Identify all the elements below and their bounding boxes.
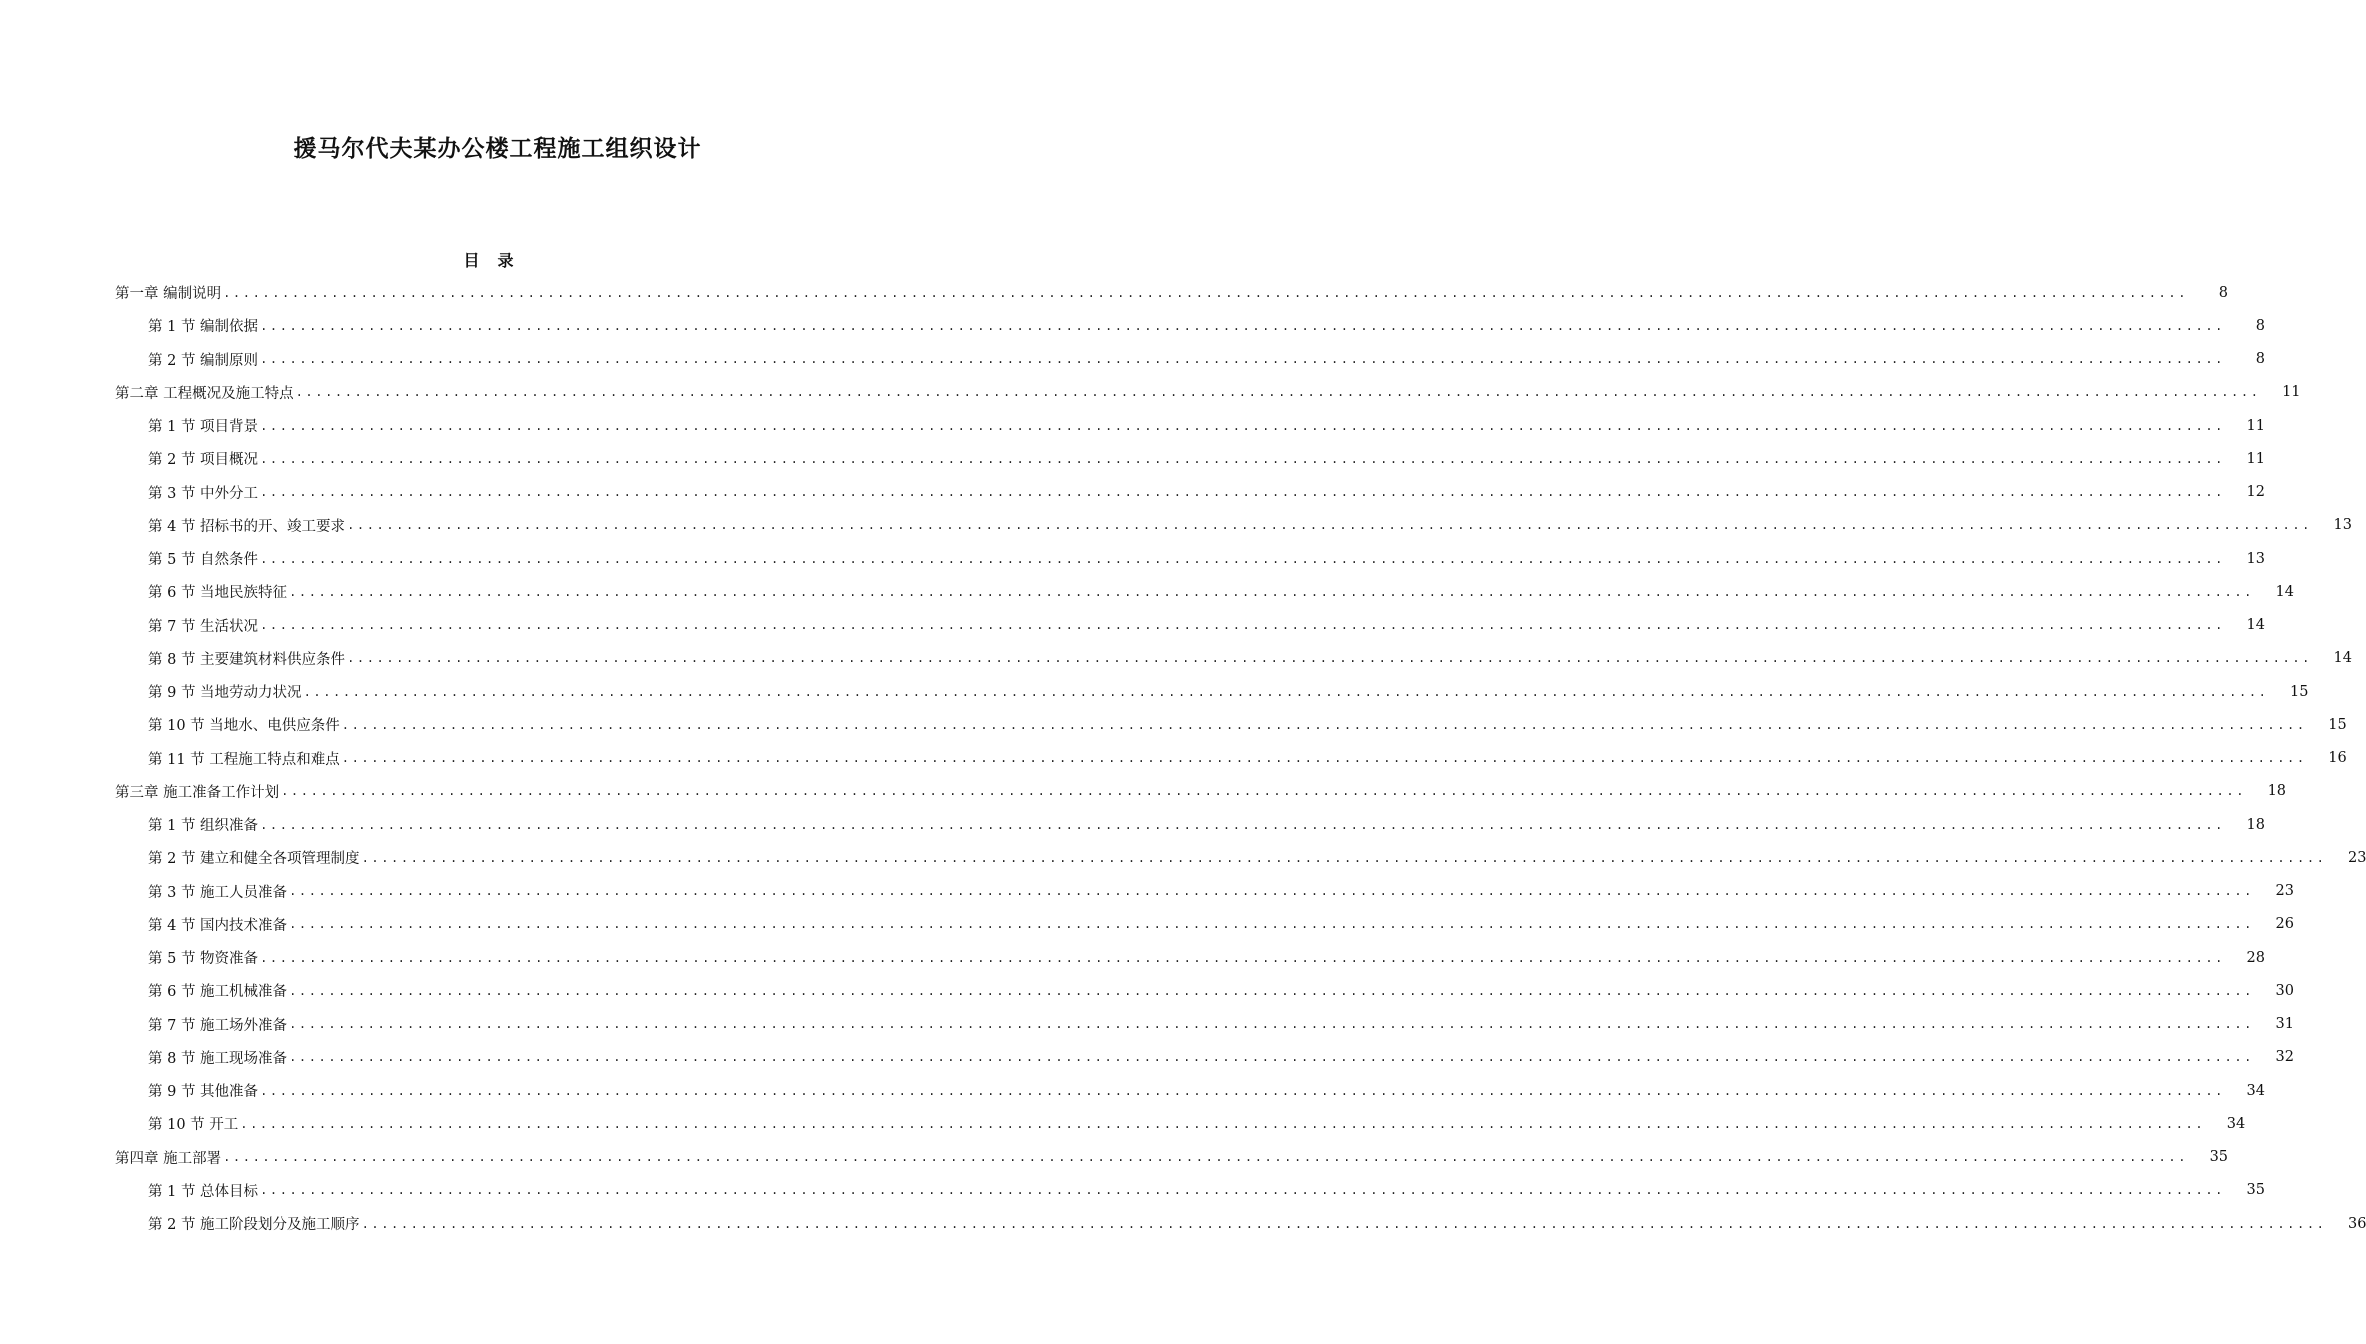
toc-page-number: 13 — [2333, 517, 2352, 534]
toc-entry-label: 第 6 节 施工机械准备 — [148, 984, 288, 1001]
toc-section-entry[interactable] — [0, 675, 2309, 708]
toc-page-number: 13 — [2246, 550, 2265, 567]
toc-entry-label: 第 4 节 国内技术准备 — [148, 917, 288, 934]
toc-entry-label: 第 1 节 项目背景 — [148, 419, 259, 436]
toc-section-entry[interactable] — [0, 1041, 2294, 1074]
toc-page-number: 18 — [2246, 816, 2265, 833]
toc-dot-leader: ........................................................................................................................................................................................................ — [260, 618, 2225, 633]
document-title: 援马尔代夫某办公楼工程施工组织设计 — [293, 136, 702, 162]
toc-dot-leader: ........................................................................................................................................................................................................ — [303, 684, 2269, 699]
toc-entry-label: 第 5 节 自然条件 — [148, 552, 259, 569]
toc-page-number: 28 — [2246, 949, 2265, 966]
toc-entry-label: 第 9 节 当地劳动力状况 — [148, 685, 302, 702]
toc-section-entry[interactable] — [0, 908, 2294, 941]
toc-dot-leader: ........................................................................................................................................................................................................ — [361, 1216, 2327, 1231]
toc-section-entry[interactable] — [0, 476, 2265, 509]
toc-dot-leader: ........................................................................................................................................................................................................ — [347, 651, 2312, 666]
toc-dot-leader: ........................................................................................................................................................................................................ — [260, 817, 2225, 832]
toc-page-number: 30 — [2275, 982, 2294, 999]
toc-entry-label: 第 4 节 招标书的开、竣工要求 — [148, 518, 346, 535]
toc-section-entry[interactable] — [0, 974, 2294, 1007]
toc-section-entry[interactable] — [0, 841, 2366, 874]
toc-entry-label: 第二章 工程概况及施工特点 — [115, 385, 294, 402]
toc-chapter-entry[interactable] — [0, 1141, 2229, 1174]
toc-dot-leader: ........................................................................................................................................................................................................ — [260, 1183, 2225, 1198]
toc-entry-label: 第 7 节 施工场外准备 — [148, 1017, 288, 1034]
toc-entry-label: 第 1 节 总体目标 — [148, 1183, 259, 1200]
toc-section-entry[interactable] — [0, 875, 2294, 908]
toc-page-number: 8 — [2255, 317, 2265, 334]
toc-page-number: 34 — [2246, 1082, 2265, 1099]
toc-section-entry[interactable] — [0, 575, 2294, 608]
toc-dot-leader: ........................................................................................................................................................................................................ — [281, 784, 2247, 799]
toc-entry-label: 第四章 施工部署 — [115, 1150, 222, 1167]
toc-dot-leader: ........................................................................................................................................................................................................ — [341, 717, 2307, 732]
toc-page-number: 35 — [2246, 1182, 2265, 1199]
toc-dot-leader: ........................................................................................................................................................................................................ — [260, 950, 2225, 965]
toc-dot-leader: ........................................................................................................................................................................................................ — [289, 1017, 2254, 1032]
toc-entry-label: 第 7 节 生活状况 — [148, 618, 259, 635]
toc-section-entry[interactable] — [0, 941, 2265, 974]
toc-entry-label: 第 9 节 其他准备 — [148, 1084, 259, 1101]
toc-page-number: 26 — [2275, 916, 2294, 933]
toc-page-number: 16 — [2328, 750, 2347, 767]
toc-entry-label: 第 10 节 当地水、电供应条件 — [148, 718, 340, 735]
toc-section-entry[interactable] — [0, 442, 2265, 475]
toc-dot-leader: ........................................................................................................................................................................................................ — [223, 1150, 2189, 1165]
toc-dot-leader: ........................................................................................................................................................................................................ — [289, 917, 2254, 932]
toc-entry-label: 第三章 施工准备工作计划 — [115, 784, 280, 801]
toc-section-entry[interactable] — [0, 509, 2352, 542]
toc-dot-leader: ........................................................................................................................................................................................................ — [240, 1116, 2206, 1131]
toc-dot-leader: ........................................................................................................................................................................................................ — [289, 1050, 2254, 1065]
toc-page-number: 31 — [2275, 1016, 2294, 1033]
toc-page-number: 14 — [2275, 583, 2294, 600]
toc-entry-label: 第 2 节 施工阶段划分及施工顺序 — [148, 1217, 360, 1234]
toc-entry-label: 第 10 节 开工 — [148, 1117, 239, 1134]
toc-section-entry[interactable] — [0, 1074, 2265, 1107]
toc-dot-leader: ........................................................................................................................................................................................................ — [260, 352, 2225, 367]
toc-page-number: 11 — [2282, 384, 2301, 401]
toc-dot-leader: ........................................................................................................................................................................................................ — [341, 751, 2307, 766]
toc-entry-label: 第 2 节 建立和健全各项管理制度 — [148, 851, 360, 868]
toc-section-entry[interactable] — [0, 343, 2265, 376]
toc-dot-leader: ........................................................................................................................................................................................................ — [347, 518, 2312, 533]
toc-entry-label: 第 1 节 编制依据 — [148, 319, 259, 336]
toc-entry-label: 第 2 节 编制原则 — [148, 352, 259, 369]
toc-section-entry[interactable] — [0, 1207, 2366, 1240]
toc-dot-leader: ........................................................................................................................................................................................................ — [260, 1083, 2225, 1098]
toc-dot-leader: ........................................................................................................................................................................................................ — [289, 584, 2254, 599]
toc-entry-label: 第 8 节 施工现场准备 — [148, 1050, 288, 1067]
toc-page-number: 23 — [2348, 849, 2366, 866]
toc-dot-leader: ........................................................................................................................................................................................................ — [260, 318, 2225, 333]
toc-page-number: 15 — [2290, 683, 2309, 700]
toc-chapter-entry[interactable] — [0, 276, 2229, 309]
toc-page-number: 32 — [2275, 1049, 2294, 1066]
toc-entry-label: 第 6 节 当地民族特征 — [148, 585, 288, 602]
toc-dot-leader: ........................................................................................................................................................................................................ — [295, 385, 2261, 400]
toc-section-entry[interactable] — [0, 1008, 2294, 1041]
toc-dot-leader: ........................................................................................................................................................................................................ — [260, 485, 2225, 500]
toc-page-number: 18 — [2267, 783, 2287, 800]
toc-entry-label: 第 8 节 主要建筑材料供应条件 — [148, 651, 346, 668]
toc-section-entry[interactable] — [0, 808, 2265, 841]
toc-page-number: 14 — [2333, 650, 2352, 667]
toc-section-entry[interactable] — [0, 609, 2265, 642]
toc-dot-leader: ........................................................................................................................................................................................................ — [260, 418, 2225, 433]
toc-section-entry[interactable] — [0, 1174, 2265, 1207]
toc-chapter-entry[interactable] — [0, 775, 2287, 808]
toc-page-number: 36 — [2348, 1215, 2366, 1232]
toc-page-number: 35 — [2209, 1149, 2229, 1166]
toc-entry-label: 第 5 节 物资准备 — [148, 951, 259, 968]
toc-entry-label: 第 3 节 中外分工 — [148, 485, 259, 502]
toc-dot-leader: ........................................................................................................................................................................................................ — [260, 451, 2225, 466]
toc-section-entry[interactable] — [0, 1107, 2246, 1140]
toc-page-number: 8 — [2218, 284, 2229, 301]
toc-chapter-entry[interactable] — [0, 376, 2301, 409]
toc-page-number: 8 — [2255, 351, 2265, 368]
toc-page-number: 15 — [2328, 716, 2347, 733]
toc-page-number: 14 — [2246, 617, 2265, 634]
toc-entry-label: 第 2 节 项目概况 — [148, 452, 259, 469]
toc-entry-label: 第一章 编制说明 — [115, 286, 222, 303]
toc-section-entry[interactable] — [0, 742, 2347, 775]
toc-dot-leader: ........................................................................................................................................................................................................ — [260, 551, 2225, 566]
toc-section-entry[interactable] — [0, 708, 2347, 741]
toc-entry-label: 第 1 节 组织准备 — [148, 818, 259, 835]
toc-section-entry[interactable] — [0, 542, 2265, 575]
toc-dot-leader: ........................................................................................................................................................................................................ — [289, 983, 2254, 998]
toc-page-number: 11 — [2246, 450, 2265, 467]
toc-page-number: 12 — [2246, 484, 2265, 501]
toc-dot-leader: ........................................................................................................................................................................................................ — [223, 285, 2189, 300]
table-of-contents — [0, 276, 2366, 1240]
toc-entry-label: 第 3 节 施工人员准备 — [148, 884, 288, 901]
toc-page-number: 34 — [2226, 1115, 2246, 1132]
toc-section-entry[interactable] — [0, 409, 2265, 442]
toc-page-number: 23 — [2275, 883, 2294, 900]
toc-section-entry[interactable] — [0, 642, 2352, 675]
toc-dot-leader: ........................................................................................................................................................................................................ — [289, 884, 2254, 899]
toc-dot-leader: ........................................................................................................................................................................................................ — [361, 850, 2327, 865]
toc-heading: 目录 — [463, 251, 532, 270]
toc-page-number: 11 — [2246, 417, 2265, 434]
toc-entry-label: 第 11 节 工程施工特点和难点 — [148, 751, 340, 768]
toc-section-entry[interactable] — [0, 309, 2265, 342]
